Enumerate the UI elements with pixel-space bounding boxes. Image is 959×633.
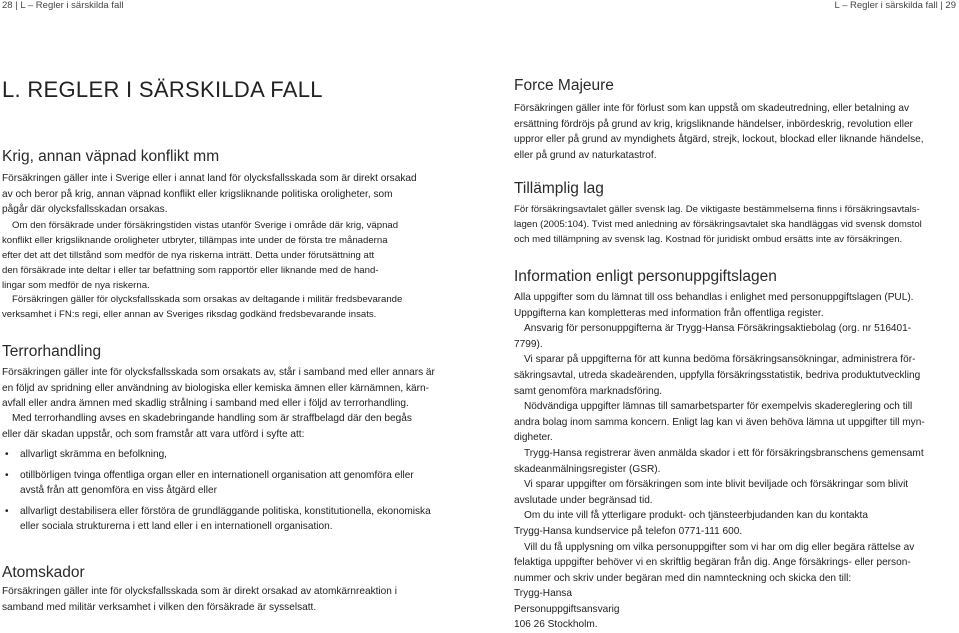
krig-paragraph-3 [2, 292, 402, 322]
section-heading-tillamplig-lag: Tillämplig lag [514, 180, 604, 197]
header-left-page-label: 28 | L – Regler i särskilda fall [2, 0, 124, 11]
text-line: Vi sparar uppgifter om försäkringen som inte blivit beviljade och försäkringar som blivit [524, 479, 909, 491]
section-heading-force-majeure: Force Majeure [514, 77, 614, 94]
text-line: Försäkringen gäller inte för olycksfallsskada som orsakats av, står i samband med eller annars är [2, 367, 435, 378]
text-line: uppror eller på grund av myndighets åtgärd, strejk, lockout, blockad eller liknande händelse, [514, 134, 924, 146]
bullet-text: allvarligt destabilisera eller förstöra de grundläggande politiska, konstitutionella, ekonomiska [20, 505, 431, 517]
text-line: Nödvändiga uppgifter lämnas till samarbetsparter för exempelvis skadereglering och till [524, 401, 913, 413]
text-line: avfall eller andra ämnen med skadlig strålning i samband med eller i följd av terrorhandling. [2, 398, 409, 410]
bullet-text: otillbörligen tvinga offentliga organ eller en internationell organisation att genomföra eller [20, 469, 414, 481]
text-line: säkringsavtal, utreda skadeärenden, uppfylla försäkringsstatistik, bedriva produktutveckling [514, 369, 921, 381]
text-line: en följd av spridning eller användning av biologiska eller kemiska ämnen eller kärnämnen, kärn- [2, 382, 429, 394]
text-line: avslutade under begränsad tid. [514, 494, 653, 506]
text-line: samt genomföra marknadsföring. [514, 385, 663, 397]
section-heading-terror: Terrorhandling [2, 343, 102, 360]
text-line: Försäkringen gäller inte för olycksfallsskada som är direkt orsakad av atomkärnreaktion i [2, 586, 397, 597]
text-line: felaktiga uppgifter behöver vi en skriftlig begäran från dig. Ange försäkrings- eller person- [514, 557, 911, 569]
text-line: andra bolag inom samma koncern. Enligt lag kan vi även behöva lämna ut uppgifter till myn- [514, 416, 925, 428]
text-line: digheter. [514, 432, 553, 444]
bullet-icon: • [5, 505, 9, 517]
text-line: lagen (2005:104). Tvist med anledning av försäkringsavtalet ska handläggas vid svensk domstol [514, 219, 922, 230]
address-line: 106 26 Stockholm. [514, 619, 598, 631]
text-line: och med tillämpning av svensk lag. Kostnad för juridiskt ombud ersätts inte av försäkringen. [514, 234, 903, 245]
text-line: konflikt eller krigsliknande oroligheter utbryter, tillämpas inte under de första tre månaderna [2, 235, 388, 246]
list-item [2, 504, 452, 535]
text-line: samband med militär verksamhet i vilken den försäkrade är sysselsatt. [2, 601, 317, 613]
text-line: Försäkringen gäller inte i Sverige eller i annat land för olycksfallsskada som är direkt orsakad [2, 173, 417, 184]
text-line: För försäkringsavtalet gäller svensk lag. De viktigaste bestämmelserna finns i försäkringsavtals- [514, 204, 920, 215]
terror-bullet-list [2, 447, 452, 535]
text-line: Trygg-Hansa registrerar även anmälda skador i ett för försäkringsbranschens gemensamt [524, 447, 924, 459]
list-item [2, 468, 452, 499]
header-right-page-label: L – Regler i särskilda fall | 29 [834, 0, 956, 11]
text-line: Med terrorhandling avses en skadebringande handling som är straffbelagd där den begås [12, 413, 412, 424]
section-heading-atom: Atomskador [2, 564, 85, 581]
text-line: Uppgifterna kan kompletteras med information från offentliga register. [514, 307, 824, 319]
krig-paragraph-2 [2, 218, 398, 293]
text-line: Vi sparar på uppgifterna för att kunna bedöma försäkringsansökningar, administrera för- [524, 354, 916, 366]
text-line: eller där skadan uppstår, och som framstår att vara utförd i syfte att: [2, 428, 305, 440]
text-line: Försäkringen gäller för olycksfallsskada som orsakas av deltagande i militär fredsbevarande [12, 294, 403, 305]
text-line: den försäkrade inte deltar i eller tar befattning som rapportör eller liknande med de hand- [2, 265, 379, 276]
bullet-text: eller sociala strukturerna i ett land eller i en internationell organisation. [20, 521, 333, 533]
bullet-text: avstå från att genomföra en viss åtgärd eller [20, 485, 217, 497]
text-line: ersättning fördröjs på grund av krig, krigsliknande händelser, inbördeskrig, revolution eller [514, 118, 913, 130]
pul-paragraphs [514, 290, 925, 633]
force-paragraph [514, 101, 924, 163]
terror-paragraph-1 [2, 365, 435, 412]
text-line: verksamhet i FN:s regi, eller annan av Sveriges riksdag godkänd fredsbevarande insats. [2, 309, 377, 320]
text-line: Trygg-Hansa kundservice på telefon 0771-111 600. [514, 525, 743, 537]
text-line: efter det att det tillstånd som medför de nya riskerna inträtt. Detta under förutsättning att [2, 250, 375, 261]
text-line: 7799). [514, 338, 543, 350]
section-heading-krig: Krig, annan väpnad konflikt mm [2, 148, 220, 165]
text-line: pågår där olycksfallsskadan orsakas. [2, 204, 168, 216]
atom-paragraph [2, 584, 397, 615]
text-line: Om du inte vill få ytterligare produkt- och tjänsteerbjudanden kan du kontakta [524, 510, 868, 522]
address-line: Trygg-Hansa [514, 588, 572, 600]
text-line: nummer och skriv under begäran med din namnteckning och skicka den till: [514, 572, 852, 584]
text-line: lingar som medför de nya riskerna. [2, 280, 150, 291]
section-heading-pul: Information enligt personuppgiftslagen [514, 268, 777, 285]
text-line: Vill du få upplysning om vilka personuppgifter som vi har om dig eller begära rättelse av [524, 541, 915, 553]
bullet-icon: • [5, 449, 9, 460]
text-line: Alla uppgifter som du lämnat till oss behandlas i enlighet med personuppgiftslagen (PUL). [514, 292, 914, 303]
terror-paragraph-2 [2, 411, 412, 442]
text-line: Ansvarig för personuppgifterna är Trygg-Hansa Försäkringsaktiebolag (org. nr 516401- [524, 323, 912, 335]
page-header [0, 0, 959, 14]
lag-paragraph [514, 202, 922, 247]
chapter-title: L. REGLER I SÄRSKILDA FALL [2, 77, 323, 102]
text-line: av och beror på krig, annan väpnad konflikt eller krigsliknande politiska oroligheter, som [2, 188, 393, 200]
krig-paragraph-1 [2, 171, 417, 218]
text-line: Försäkringen gäller inte för förlust som kan uppstå om skadeutredning, eller betalning av [514, 103, 909, 114]
list-item [2, 447, 452, 463]
text-line: eller på grund av naturkatastrof. [514, 149, 657, 161]
bullet-text: allvarligt skrämma en befolkning, [20, 449, 167, 460]
text-line: skadeanmälningsregister (GSR). [514, 463, 661, 475]
bullet-icon: • [5, 469, 9, 481]
address-line: Personuppgiftsansvarig [514, 603, 620, 615]
text-line: Om den försäkrade under försäkringstiden vistas utanför Sverige i område där krig, väpnad [12, 220, 399, 231]
